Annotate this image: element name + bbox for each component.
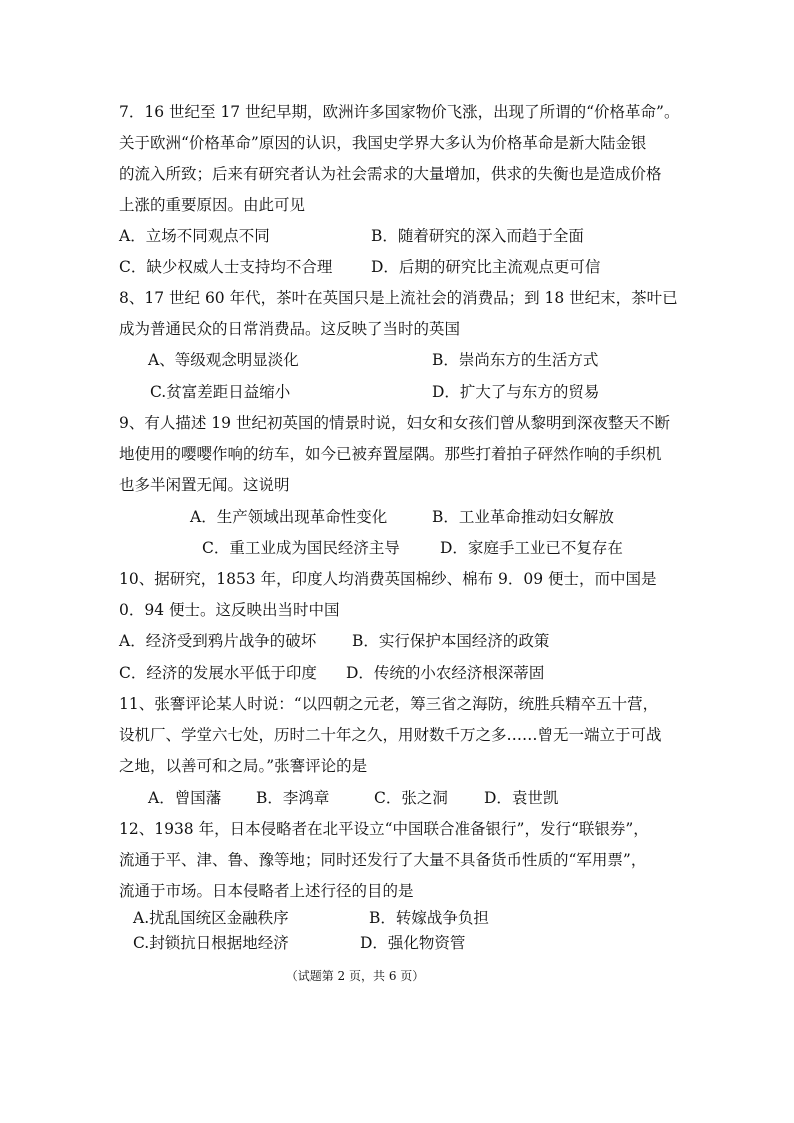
q9-line-1: 9、有人描述 19 世纪初英国的情景时说，妇女和女孩们曾从黎明到深夜整天不断	[119, 414, 670, 432]
page-number-text: （试题第 2 页，共 6 页）	[285, 969, 425, 983]
q12-line-1: 12、1938 年，日本侵略者在北平设立“中国联合准备银行”，发行“联银券”，	[119, 820, 649, 838]
q10-option-a: A．经济受到鸦片战争的破坏	[119, 632, 317, 650]
q8-option-a: A、等级观念明显淡化	[148, 351, 299, 369]
q11-line-3: 之地，以善可和之局。”张謇评论的是	[119, 757, 368, 775]
q11-line-2: 设机厂、学堂六七处，历时二十年之久，用财数千万之多……曾无一端立于可战	[119, 726, 662, 744]
q8-option-b: B．崇尚东方的生活方式	[432, 351, 599, 369]
q9-line-2: 地使用的嘤嘤作响的纺车，如今已被弃置屋隅。那些打着拍子砰然作响的手织机	[119, 445, 662, 463]
page-footer	[0, 968, 794, 984]
q10-line-2: 0．94 便士。这反映出当时中国	[119, 601, 340, 619]
q11-option-c: C．张之洞	[374, 789, 448, 807]
q8-option-d: D．扩大了与东方的贸易	[432, 383, 600, 401]
q7-line-2: 关于欧洲“价格革命”原因的认识，我国史学界大多认为价格革命是新大陆金银	[119, 134, 647, 152]
q10-line-1: 10、据研究，1853 年，印度人均消费英国棉纱、棉布 9．09 便士，而中国是	[119, 570, 657, 588]
q9-option-d: D．家庭手工业已不复存在	[440, 539, 623, 557]
q7-line-1: 7．16 世纪至 17 世纪早期，欧洲许多国家物价飞涨，出现了所谓的“价格革命”。	[119, 103, 680, 121]
q9-option-a: A．生产领域出现革命性变化	[190, 508, 388, 526]
q12-line-2: 流通于平、津、鲁、豫等地；同时还发行了大量不具备货币性质的“军用票”，	[119, 851, 647, 869]
q11-option-d: D．袁世凯	[484, 789, 559, 807]
q11-line-1: 11、张謇评论某人时说：“以四朝之元老，筹三省之海防，统胜兵精卒五十营，	[119, 695, 659, 713]
q8-line-2: 成为普通民众的日常消费品。这反映了当时的英国	[119, 320, 461, 338]
q9-option-c: C．重工业成为国民经济主导	[202, 539, 400, 557]
q8-option-c: C.贫富差距日益缩小	[150, 383, 291, 401]
q12-line-3: 流通于市场。日本侵略者上述行径的目的是	[119, 882, 414, 900]
q7-option-b: B．随着研究的深入而趋于全面	[371, 227, 584, 245]
q10-option-b: B．实行保护本国经济的政策	[352, 632, 550, 650]
q7-line-4: 上涨的重要原因。由此可见	[119, 196, 306, 214]
q12-option-d: D．强化物资管	[360, 934, 466, 952]
q9-line-3: 也多半闲置无闻。这说明	[119, 476, 290, 494]
q7-option-a: A．立场不同观点不同	[119, 227, 270, 245]
q7-line-3: 的流入所致；后来有研究者认为社会需求的大量增加，供求的失衡也是造成价格	[119, 165, 662, 183]
q11-option-a: A．曾国藩	[148, 789, 222, 807]
q9-option-b: B．工业革命推动妇女解放	[432, 508, 614, 526]
q8-line-1: 8、17 世纪 60 年代，茶叶在英国只是上流社会的消费品；到 18 世纪末，茶叶已	[119, 289, 678, 307]
q7-option-c: C．缺少权威人士支持均不合理	[119, 258, 333, 276]
q10-option-c: C．经济的发展水平低于印度	[119, 664, 317, 682]
q10-option-d: D．传统的小农经济根深蒂固	[346, 664, 545, 682]
q12-option-a: A.扰乱国统区金融秩序	[133, 909, 289, 927]
q11-option-b: B．李鸿章	[256, 789, 330, 807]
q12-option-b: B．转嫁战争负担	[369, 909, 489, 927]
q12-option-c: C.封锁抗日根据地经济	[133, 934, 289, 952]
q7-option-d: D．后期的研究比主流观点更可信	[371, 258, 601, 276]
